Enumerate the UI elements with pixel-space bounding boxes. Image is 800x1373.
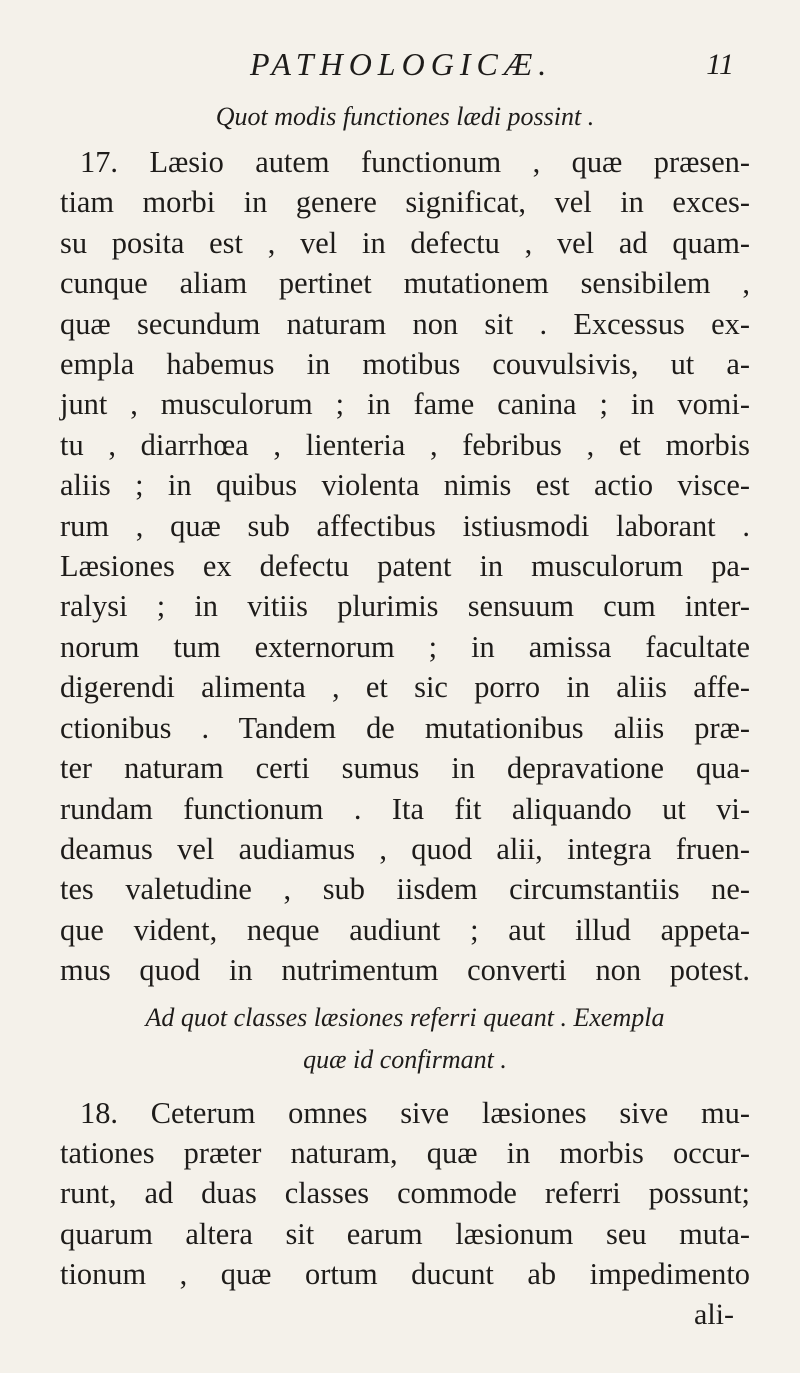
section-18-heading-line-2: quæ id confirmant . <box>303 1044 507 1074</box>
section-18-heading-line-1: Ad quot classes læsiones referri queant . Exempla <box>145 1002 665 1032</box>
text-line: digerendi alimenta , et sic porro in aliis affe- <box>60 670 750 705</box>
catchword: ali- <box>694 1297 734 1331</box>
text-line: empla habemus in motibus couvulsivis, ut a- <box>60 347 750 382</box>
text-line: rum , quæ sub affectibus istiusmodi laborant . <box>60 508 750 543</box>
text-line: tes valetudine , sub iisdem circumstantiis ne- <box>60 872 750 907</box>
text-line: que vident, neque audiunt ; aut illud appeta- <box>60 912 750 947</box>
section-17-paragraph <box>60 142 750 991</box>
section-18-heading <box>60 997 750 1081</box>
running-head <box>60 0 750 90</box>
text-line: quæ secundum naturam non sit . Excessus ex- <box>60 306 750 341</box>
page-number: 11 <box>706 48 734 81</box>
text-line: su posita est , vel in defectu , vel ad quam- <box>60 225 750 260</box>
text-line: norum tum externorum ; in amissa facultate <box>60 629 750 664</box>
text-line: runt, ad duas classes commode referri possunt; <box>60 1176 750 1211</box>
text-line: rundam functionum . Ita fit aliquando ut vi- <box>60 791 750 826</box>
text-line: tu , diarrhœa , lienteria , febribus , et morbis <box>60 427 750 462</box>
section-18-paragraph <box>60 1093 750 1295</box>
text-line: deamus vel audiamus , quod alii, integra fruen- <box>60 831 750 866</box>
text-line: tionum , quæ ortum ducunt ab impedimento <box>60 1257 750 1292</box>
text-line: ter naturam certi sumus in depravatione qua- <box>60 751 750 786</box>
text-line: aliis ; in quibus violenta nimis est actio visce- <box>60 468 750 503</box>
running-title: PATHOLOGICÆ. <box>250 46 553 82</box>
text-line: ctionibus . Tandem de mutationibus aliis præ- <box>60 710 750 745</box>
text-line: 18. Ceterum omnes sive læsiones sive mu- <box>80 1095 750 1130</box>
text-line: tiam morbi in genere significat, vel in exces- <box>60 185 750 220</box>
section-17-heading: Quot modis functiones lædi possint . <box>215 102 595 131</box>
text-line: cunque aliam pertinet mutationem sensibilem , <box>60 266 750 301</box>
text-line: 17. Læsio autem functionum , quæ præsen- <box>80 145 750 179</box>
text-line: Læsiones ex defectu patent in musculorum pa- <box>60 549 750 584</box>
text-line: ralysi ; in vitiis plurimis sensuum cum inter- <box>60 589 750 624</box>
text-line: quarum altera sit earum læsionum seu muta- <box>60 1216 750 1251</box>
text-line: mus quod in nutrimentum converti non potest. <box>60 953 750 988</box>
text-line: tationes præter naturam, quæ in morbis occur- <box>60 1135 750 1170</box>
text-line: junt , musculorum ; in fame canina ; in vomi- <box>60 387 750 422</box>
